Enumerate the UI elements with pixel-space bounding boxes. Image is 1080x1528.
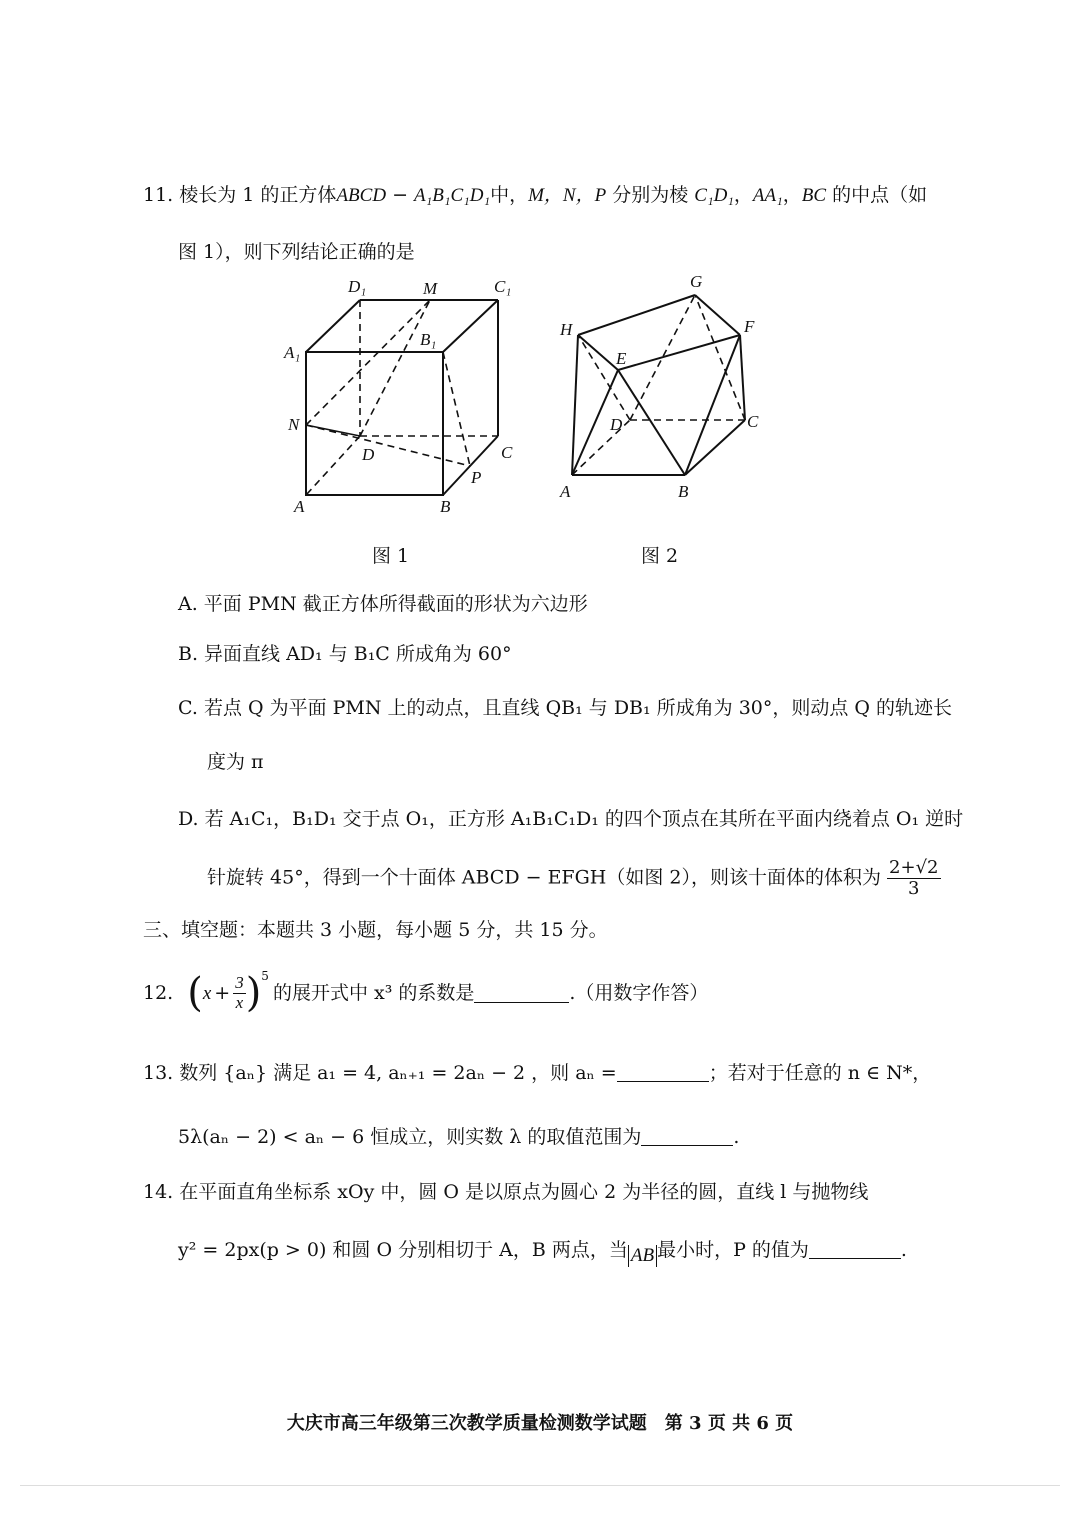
bottom-divider — [20, 1485, 1060, 1486]
label-N: N — [288, 415, 300, 434]
label-C: C — [747, 412, 759, 431]
q11-line1: 11. 棱长为 1 的正方体ABCD − A₁B₁C₁D₁中，M，N，P 分别为棱 C₁D₁，AA₁，BC 的中点（如 — [143, 184, 928, 206]
q13-answer-blank-1[interactable] — [617, 1063, 709, 1082]
label-A: A — [294, 497, 305, 516]
q12-answer-blank[interactable] — [474, 984, 569, 1003]
option-c-line2: 度为 π — [207, 751, 264, 773]
label-C: C — [501, 443, 513, 462]
q14-line2: y² = 2px(p > 0) 和圆 O 分别相切于 A，B 两点，当 AB 最小时，P 的值为 . — [178, 1239, 907, 1266]
figure-1-caption: 图 1 — [372, 545, 410, 567]
page-footer: 大庆市高三年级第三次教学质量检测数学试题 第 3 页 共 6 页 — [286, 1413, 794, 1434]
option-d-line1: D. 若 A₁C₁，B₁D₁ 交于点 O₁，正方形 A₁B₁C₁D₁ 的四个顶点在其所在平面内绕着点 O₁ 逆时 — [178, 808, 964, 830]
q13-line2: 5λ(aₙ − 2) < aₙ − 6 恒成立，则实数 λ 的取值范围为 . — [178, 1126, 740, 1148]
q11-line2: 图 1），则下列结论正确的是 — [178, 241, 415, 263]
option-b: B. 异面直线 AD₁ 与 B₁C 所成角为 60° — [178, 643, 512, 665]
section-3-heading: 三、填空题：本题共 3 小题，每小题 5 分，共 15 分。 — [143, 919, 608, 941]
label-G: G — [690, 272, 703, 291]
label-H: H — [560, 320, 573, 339]
option-c-line1: C. 若点 Q 为平面 PMN 上的动点，且直线 QB₁ 与 DB₁ 所成角为 30°，则动点 Q 的轨迹长 — [178, 697, 953, 719]
q12-number: 12. — [143, 981, 174, 1004]
q12: 12. ( x + $\frac{3}{x}$ ) 5 的展开式中 x³ 的系数是 .（用数字作答） — [143, 969, 709, 1016]
label-A: A — [560, 482, 571, 501]
label-D: D — [610, 415, 623, 434]
label-C1: C₁ — [494, 277, 512, 296]
label-A1: A₁ — [284, 343, 301, 362]
label-B: B — [678, 482, 689, 501]
label-B: B — [440, 497, 451, 516]
figure-2-caption: 图 2 — [641, 545, 679, 567]
q13-line1: 13. 数列 {aₙ} 满足 a₁ = 4, aₙ₊₁ = 2aₙ − 2 ，则 aₙ = ；若对于任意的 n ∈ N*， — [143, 1062, 932, 1084]
figure-2-decahedron — [550, 265, 780, 515]
abs-ab: AB — [628, 1245, 657, 1267]
option-d-line2: 针旋转 45°，得到一个十面体 ABCD − EFGH（如图 2），则该十面体的体积为 $\frac{2+√2}{3}$ — [207, 857, 939, 899]
label-P: P — [471, 468, 482, 487]
label-B1: B₁ — [420, 330, 437, 349]
volume-fraction: $\frac{2+√2}{3}$ — [889, 857, 939, 899]
label-D: D — [362, 445, 375, 464]
label-F: F — [744, 317, 755, 336]
label-M: M — [423, 279, 438, 298]
q13-answer-blank-2[interactable] — [641, 1127, 733, 1146]
q11-number: 11. — [143, 184, 174, 206]
q14-line1: 14. 在平面直角坐标系 xOy 中，圆 O 是以原点为圆心 2 为半径的圆，直线 l 与抛物线 — [143, 1181, 869, 1203]
label-E: E — [616, 349, 627, 368]
figure-1-cube — [280, 270, 530, 520]
label-D1: D₁ — [348, 277, 367, 296]
q14-number: 14. — [143, 1181, 174, 1203]
q13-number: 13. — [143, 1062, 174, 1084]
option-a: A. 平面 PMN 截正方体所得截面的形状为六边形 — [178, 593, 588, 615]
q14-answer-blank[interactable] — [809, 1240, 901, 1259]
